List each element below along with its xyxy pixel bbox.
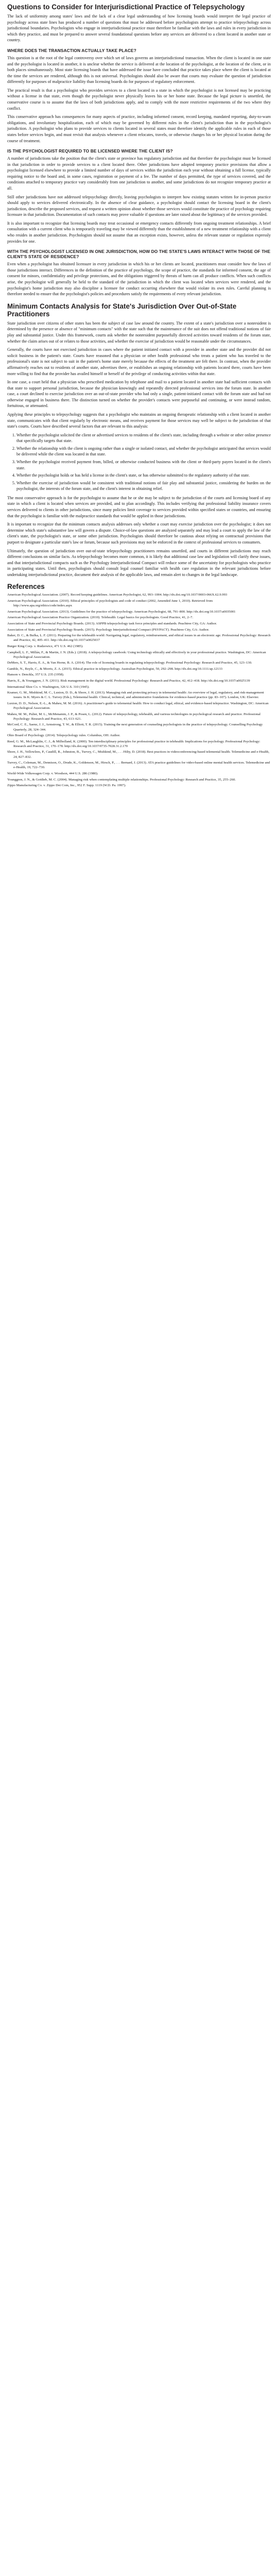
list-item: 4. Whether the psychologist holds or has held a license in the client's state, or has otherwise submitted to the regulatory authority of that state. xyxy=(16,472,271,479)
article-page xyxy=(0,0,278,794)
reference-item: Campbell, L. F., Millán, F., & Martin, J. N. (Eds.). (2018). A telepsychology casebook: Using technology ethically and effectively in your professional practice. Washington, DC: American Psychological Association. xyxy=(7,650,266,659)
list-item: 3. Whether the psychologist received payment from, billed, or otherwise conducted business with the client or third-party payers located in the client's state. xyxy=(16,459,271,471)
reference-item: Kramer, G. M., Mishkind, M. C., Luxton, D. D., & Shore, J. H. (2013). Managing risk and protecting privacy in telemental health: An overview of legal, regulatory, and risk-management issues. In K. Myers & C. L. Turvey (Eds.), Telemental health: Clinical, technical, and administrative foundations for evidence-based practice (pp. 83–107). London, UK: Elsevier. xyxy=(7,691,264,700)
paragraph: Ultimately, the question of jurisdiction over out-of-state telepsychology practitioners remains unsettled, and courts in different jurisdictions may reach different conclusions on similar facts. As telepsychology becomes more common, it is likely that additional case law and legislation will clarify these issues, and that interjurisdictional compacts such as the Psychology Interjurisdictional Compact will reduce some of the uncertainty for psychologists who practice in participating states. Until then, psychologists should consult legal counsel familiar with health care regulation in the relevant jurisdictions before undertaking interjurisdictional practice, document their analysis of the applicable laws, and remain alert to changes in the legal landscape. xyxy=(7,548,271,577)
paragraph: It is important to recognize that the minimum contacts analysis addresses only whether a court may exercise jurisdiction over the psychologist; it does not determine which state's substantive law will govern a dispute. Choice-of-law questions are analyzed separately and may lead a court to apply the law of the client's state, the psychologist's state, or some other jurisdiction. Psychologists should therefore be cautious about relying on contractual provisions that purport to designate a particular state's law or forum, because such provisions may not be enforced in the context of professional services to consumers. xyxy=(7,522,271,545)
paragraph: State jurisdiction over citizens of other states has been the subject of case law around the country. The extent of a state's jurisdiction over a nonresident is determined by the presence or absence of "minimum contacts" with the state such that the maintenance of the suit does not offend traditional notions of fair play and substantial justice. Under this framework, courts ask whether the nonresident purposefully directed activities toward residents of the forum state, whether the claim arises out of or relates to those activities, and whether the exercise of jurisdiction would be reasonable under the circumstances. xyxy=(7,320,271,344)
reference-item: McCord, C. E., Saenz, J. J., Armstrong, T. W., & Elliott, T. R. (2015). Training the next generation of counseling psychologists in the practice of telepsychology. Counselling Psychology Quarterly, 28, 324–344. xyxy=(7,723,263,732)
reference-item: Association of State and Provincial Psychology Boards. (2015). Psychology Interjurisdictional Compact (PSYPACT). Peachtree City, GA: Author. xyxy=(7,628,210,632)
subheading-licensed-where-client: IS THE PSYCHOLOGIST REQUIRED TO BE LICENSED WHERE THE CLIENT IS? xyxy=(7,148,173,154)
reference-list xyxy=(7,592,271,788)
paragraph: A number of jurisdictions take the position that the client's state or province has regulatory jurisdiction and that therefore the psychologist must be licensed in that jurisdiction in order to provide services to a client located there. Other jurisdictions have adopted temporary practice provisions that allow a psychologist licensed elsewhere to provide a limited number of days of services within the jurisdiction each year without obtaining a full license, typically requiring notice to the board and, in some cases, registration or payment of a fee. The number of days permitted, the type of services covered, and the conditions attached to temporary practice vary considerably from one jurisdiction to another, and some jurisdictions do not recognize temporary practice at all. xyxy=(7,156,271,191)
section-title-minimum-contacts: Minimum Contacts Analysis for State's Jurisdiction Over Out-of-State Practitioners xyxy=(7,302,237,318)
paragraph: Even when a psychologist has obtained licensure in every jurisdiction in which his or her clients are located, practitioners must consider how the laws of those jurisdictions interact. Differences in the definition of the practice of psychology, the scope of practice, the standards for informed consent, the age of consent for minors, confidentiality and privilege protections, and the obligations triggered by threats of harm can all produce conflicts. When such conflicts arise, the psychologist will generally be held to the standard of the jurisdiction in which the client was located when services were rendered, and the psychologist's home jurisdiction may also discipline a licensee for conduct occurring elsewhere that would violate its own rules. Careful planning is therefore needed to ensure that the psychologist's policies and procedures satisfy the requirements of every relevant jurisdiction. xyxy=(7,262,271,297)
references-heading: References xyxy=(7,583,45,591)
sub1-body xyxy=(7,55,271,144)
reference-item: Turvey, C., Coleman, M., Dennison, O., Drude, K., Goldenson, M., Hirsch, P., . . . Bernard, J. (2013). ATA practice guidelines for video-based online mental health services. Telemedicine and e-Health, 19, 722–730. xyxy=(7,761,270,770)
reference-item: Ohio Board of Psychology. (2014). Telepsychology rules. Columbus, OH: Author. xyxy=(7,734,120,738)
section-title-interjurisdictional-questions: Questions to Consider for Interjurisdictional Practice of Telepsychology xyxy=(7,3,245,11)
paragraph: Generally, the courts have not exercised jurisdiction in cases where the patient initiated contact with a provider in another state and the provider did not solicit business in the patient's state. Courts have reasoned that a physician or other health professional who treats a patient who has traveled to the professional's state is not subject to suit in the patient's home state merely because the effects of the treatment are felt there. In contrast, when the provider affirmatively reaches out to residents of another state, advertises there, or establishes an ongoing relationship with patients located there, courts have been more willing to find that the provider has availed himself or herself of the privilege of conducting activities within that state. xyxy=(7,347,271,376)
reference-item: American Psychological Association. (2013). Guidelines for the practice of telepsychology. American Psychologist, 68, 791–800. http://dx.doi.org/10.1037/a0035001 xyxy=(7,609,236,614)
list-item: 5. Whether the exercise of jurisdiction would be consistent with traditional notions of fair play and substantial justice, considering the burden on the psychologist, the interests of the forum state, and the client's interest in obtaining relief. xyxy=(16,480,271,492)
reference-item: Association of State and Provincial Psychology Boards. (2013). ASPPB telepsychology task force principles and standards. Peachtree City, GA: Author. xyxy=(7,621,217,625)
reference-item: American Psychological Association. (2010). Ethical principles of psychologists and code of conduct (2002, Amended June 1, 2010). Retrieved from http://www.apa.org/ethics/code/index.aspx xyxy=(7,599,213,608)
reference-item: Younggren, J. N., & Gottlieb, M. C. (2004). Managing risk when contemplating multiple relationships. Professional Psychology: Research and Practice, 35, 255–260. xyxy=(7,777,236,782)
list-item: 1. Whether the psychologist solicited the client or advertised services to residents of the client's state, including through a website or other online presence that specifically targets that state. xyxy=(16,432,271,444)
paragraph: Applying these principles to telepsychology suggests that a psychologist who maintains an ongoing therapeutic relationship with a client located in another state, communicates with that client regularly by electronic means, and receives payment for those services may well be subject to the jurisdiction of that state's courts. Courts have described several factors that are relevant to this analysis: xyxy=(7,412,271,429)
sub3-body xyxy=(7,261,271,297)
section1-body xyxy=(7,13,271,43)
reference-item: Shore, J. H., Yellowlees, P., Caudill, R., Johnston, B., Turvey, C., Mishkind, M., . . . Hilty, D. (2018). Best practices in videoconferencing-based telemental health. Telemedicine and e-Health, 24, 827–832. xyxy=(7,750,270,759)
reference-item: World-Wide Volkswagen Corp. v. Woodson, 444 U.S. 286 (1980). xyxy=(7,771,98,775)
reference-item: Hanson v. Denckla, 357 U.S. 235 (1958). xyxy=(7,673,64,677)
paragraph: This conservative approach has consequences for many aspects of practice, including informed consent, record keeping, mandated reporting, duty-to-warn obligations, and involuntary hospitalization, each of which may be governed by different rules in the client's jurisdiction than in the psychologist's jurisdiction. A psychologist who plans to provide services to clients located in several states must therefore identify the applicable rules in each of those states before services begin, and must revisit that analysis whenever a client relocates, travels, or otherwise changes his or her physical location during the course of treatment. xyxy=(7,114,271,143)
reference-item: American Psychological Association Practice Organization. (2010). Telehealth: Legal basics for psychologists. Good Practice, 41, 2–7. xyxy=(7,616,194,620)
paragraph: The lack of uniformity among states' laws and the lack of a clear legal understanding of how licensing boards would interpret the legal practice of psychology across state lines has produced a number of questions that must be addressed before psychologists attempt to practice telepsychology across jurisdictional boundaries. Psychologists who engage in interjurisdictional practice must therefore be familiar with the laws and rules in every jurisdiction in which they practice, and must be prepared to answer several foundational questions before any services are delivered to a client located in another state or country. xyxy=(7,14,271,43)
reference-item: Reed, G. M., McLaughlin, C. J., & Milholland, K. (2000). Ten interdisciplinary principles for professional practice in telehealth: Implications for psychology. Professional Psychology: Research and Practice, 31, 170–178. http://dx.doi.org/10.1037/0735-7028.31.2.170 xyxy=(7,739,260,748)
paragraph: This question is at the root of the legal controversy over which set of laws governs an interjurisdictional transaction. When the client is located in one state and the psychologist is located in another, it is unclear whether the service is delivered at the location of the psychologist, at the location of the client, or in both places simultaneously. Most state licensing boards that have addressed the issue have concluded that practice takes place where the client is located at the time the services are rendered, although this is not universal. Psychologists should also be aware that courts may evaluate the question of jurisdiction differently for purposes of malpractice liability than licensing boards do for purposes of regulatory enforcement. xyxy=(7,56,271,84)
section2-body xyxy=(7,320,271,578)
reference-item: International Shoe Co. v. Washington, 326 U.S. 310 (1945). xyxy=(7,685,90,689)
reference-item: Luxton, D. D., Nelson, E.-L., & Maheu, M. M. (2016). A practitioner's guide to telemental health: How to conduct legal, ethical, and evidence-based telepractice. Washington, DC: American Psychological Association. xyxy=(7,702,269,710)
reference-item: American Psychological Association. (2007). Record keeping guidelines. American Psychologist, 62, 993–1004. http://dx.doi.org/10.1037/0003-066X.62.9.993 xyxy=(7,593,228,597)
factors-list xyxy=(7,432,271,492)
paragraph: Still other jurisdictions have not addressed telepsychology directly, leaving psychologists to interpret how existing statutes written for in-person practice should apply to services delivered electronically. In the absence of clear guidance, a psychologist should contact the licensing board in the client's jurisdiction, describe the proposed services, and request a written opinion about whether those services would constitute the practice of psychology requiring licensure in that jurisdiction. Documentation of such contacts may prove valuable if questions are later raised about the legitimacy of the services provided. xyxy=(7,194,271,217)
reference-item: DeMers, S. T., Harris, E. A., & Van Horne, B. A. (2014). The role of licensing boards in regulating telepsychology. Professional Psychology: Research and Practice, 45, 123–130. xyxy=(7,661,252,665)
sub2-body xyxy=(7,156,271,244)
reference-item: Baker, D. C., & Bufka, L. F. (2011). Preparing for the telehealth world: Navigating legal, regulatory, reimbursement, and ethical issues in an electronic age. Professional Psychology: Research and Practice, 42, 405–411. http://dx.doi.org/10.1037/a0025037 xyxy=(7,634,271,642)
subheading-where-transaction: WHERE DOES THE TRANSACTION ACTUALLY TAKE PLACE? xyxy=(7,48,136,53)
paragraph: In one case, a court held that a physician who prescribed medication by telephone and mail to a patient located in another state had sufficient contacts with that state to support personal jurisdiction, because the physician knowingly and repeatedly directed professional services into the forum state. In another case, a court declined to exercise jurisdiction over an out-of-state provider who had only a single, patient-initiated contact with the forum state and had not otherwise engaged in business there. The distinction turned on whether the provider's contacts were purposeful and continuing, or were instead random, fortuitous, or attenuated. xyxy=(7,380,271,409)
paragraph: The practical result is that a psychologist who provides services to a client located in a state in which the psychologist is not licensed may be practicing without a license in that state, even though the psychologist never physically leaves his or her home state. Because the legal picture is unsettled, the conservative course is to assume that the laws of both jurisdictions apply, and to comply with the more restrictive requirements of the two where they conflict. xyxy=(7,88,271,111)
paragraph: The most conservative approach is for the psychologist to assume that he or she may be subject to the jurisdiction of the courts and licensing board of any state in which a client is located when services are provided, and to plan accordingly. This includes verifying that professional liability insurance covers services delivered to clients in other jurisdictions, since many policies limit coverage to services provided within specified states or countries, and ensuring that the psychologist is familiar with the malpractice standards that would be applied in those jurisdictions. xyxy=(7,495,271,518)
reference-item: Zippo Manufacturing Co. v. Zippo Dot Com, Inc., 952 F. Supp. 1119 (W.D. Pa. 1997). xyxy=(7,784,126,788)
list-item: 2. Whether the relationship with the client is ongoing rather than a single or isolated contact, and whether the psychologist anticipated that services would be delivered while the client was located in that state. xyxy=(16,446,271,457)
reference-item: Gamble, N., Boyle, C., & Morris, Z. A. (2015). Ethical practice in telepsychology. Australian Psychologist, 50, 292–298. http://dx.doi.org/10.1111/ap.12133 xyxy=(7,667,222,671)
reference-item: Maheu, M. M., Pulier, M. L., McMenamin, J. P., & Posen, L. (2012). Future of telepsychology, telehealth, and various technologies in psychological research and practice. Professional Psychology: Research and Practice, 43, 613–621. xyxy=(7,712,261,721)
reference-item: Harris, E., & Younggren, J. N. (2011). Risk management in the digital world. Professional Psychology: Research and Practice, 42, 412–418. http://dx.doi.org/10.1037/a0025139 xyxy=(7,679,250,683)
subheading-laws-interaction: WITH THE PSYCHOLOGIST LICENSED IN ONE JURISDICTION, HOW DO THE STATE'S LAWS INTERACT WITH THOSE OF THE CLIENT'S STATE OF RESIDENCE? xyxy=(7,249,271,260)
reference-item: Burger King Corp. v. Rudzewicz, 471 U.S. 462 (1985). xyxy=(7,644,83,648)
paragraph: It is also important to recognize that licensing boards may treat occasional or emergency contacts differently from ongoing treatment relationships. A brief consultation with a current client who is temporarily traveling may be viewed differently than the establishment of a new treatment relationship with a client who resides in another jurisdiction. Psychologists should not assume that an exception exists, however, unless the relevant statute or regulation expressly provides for one. xyxy=(7,221,271,244)
